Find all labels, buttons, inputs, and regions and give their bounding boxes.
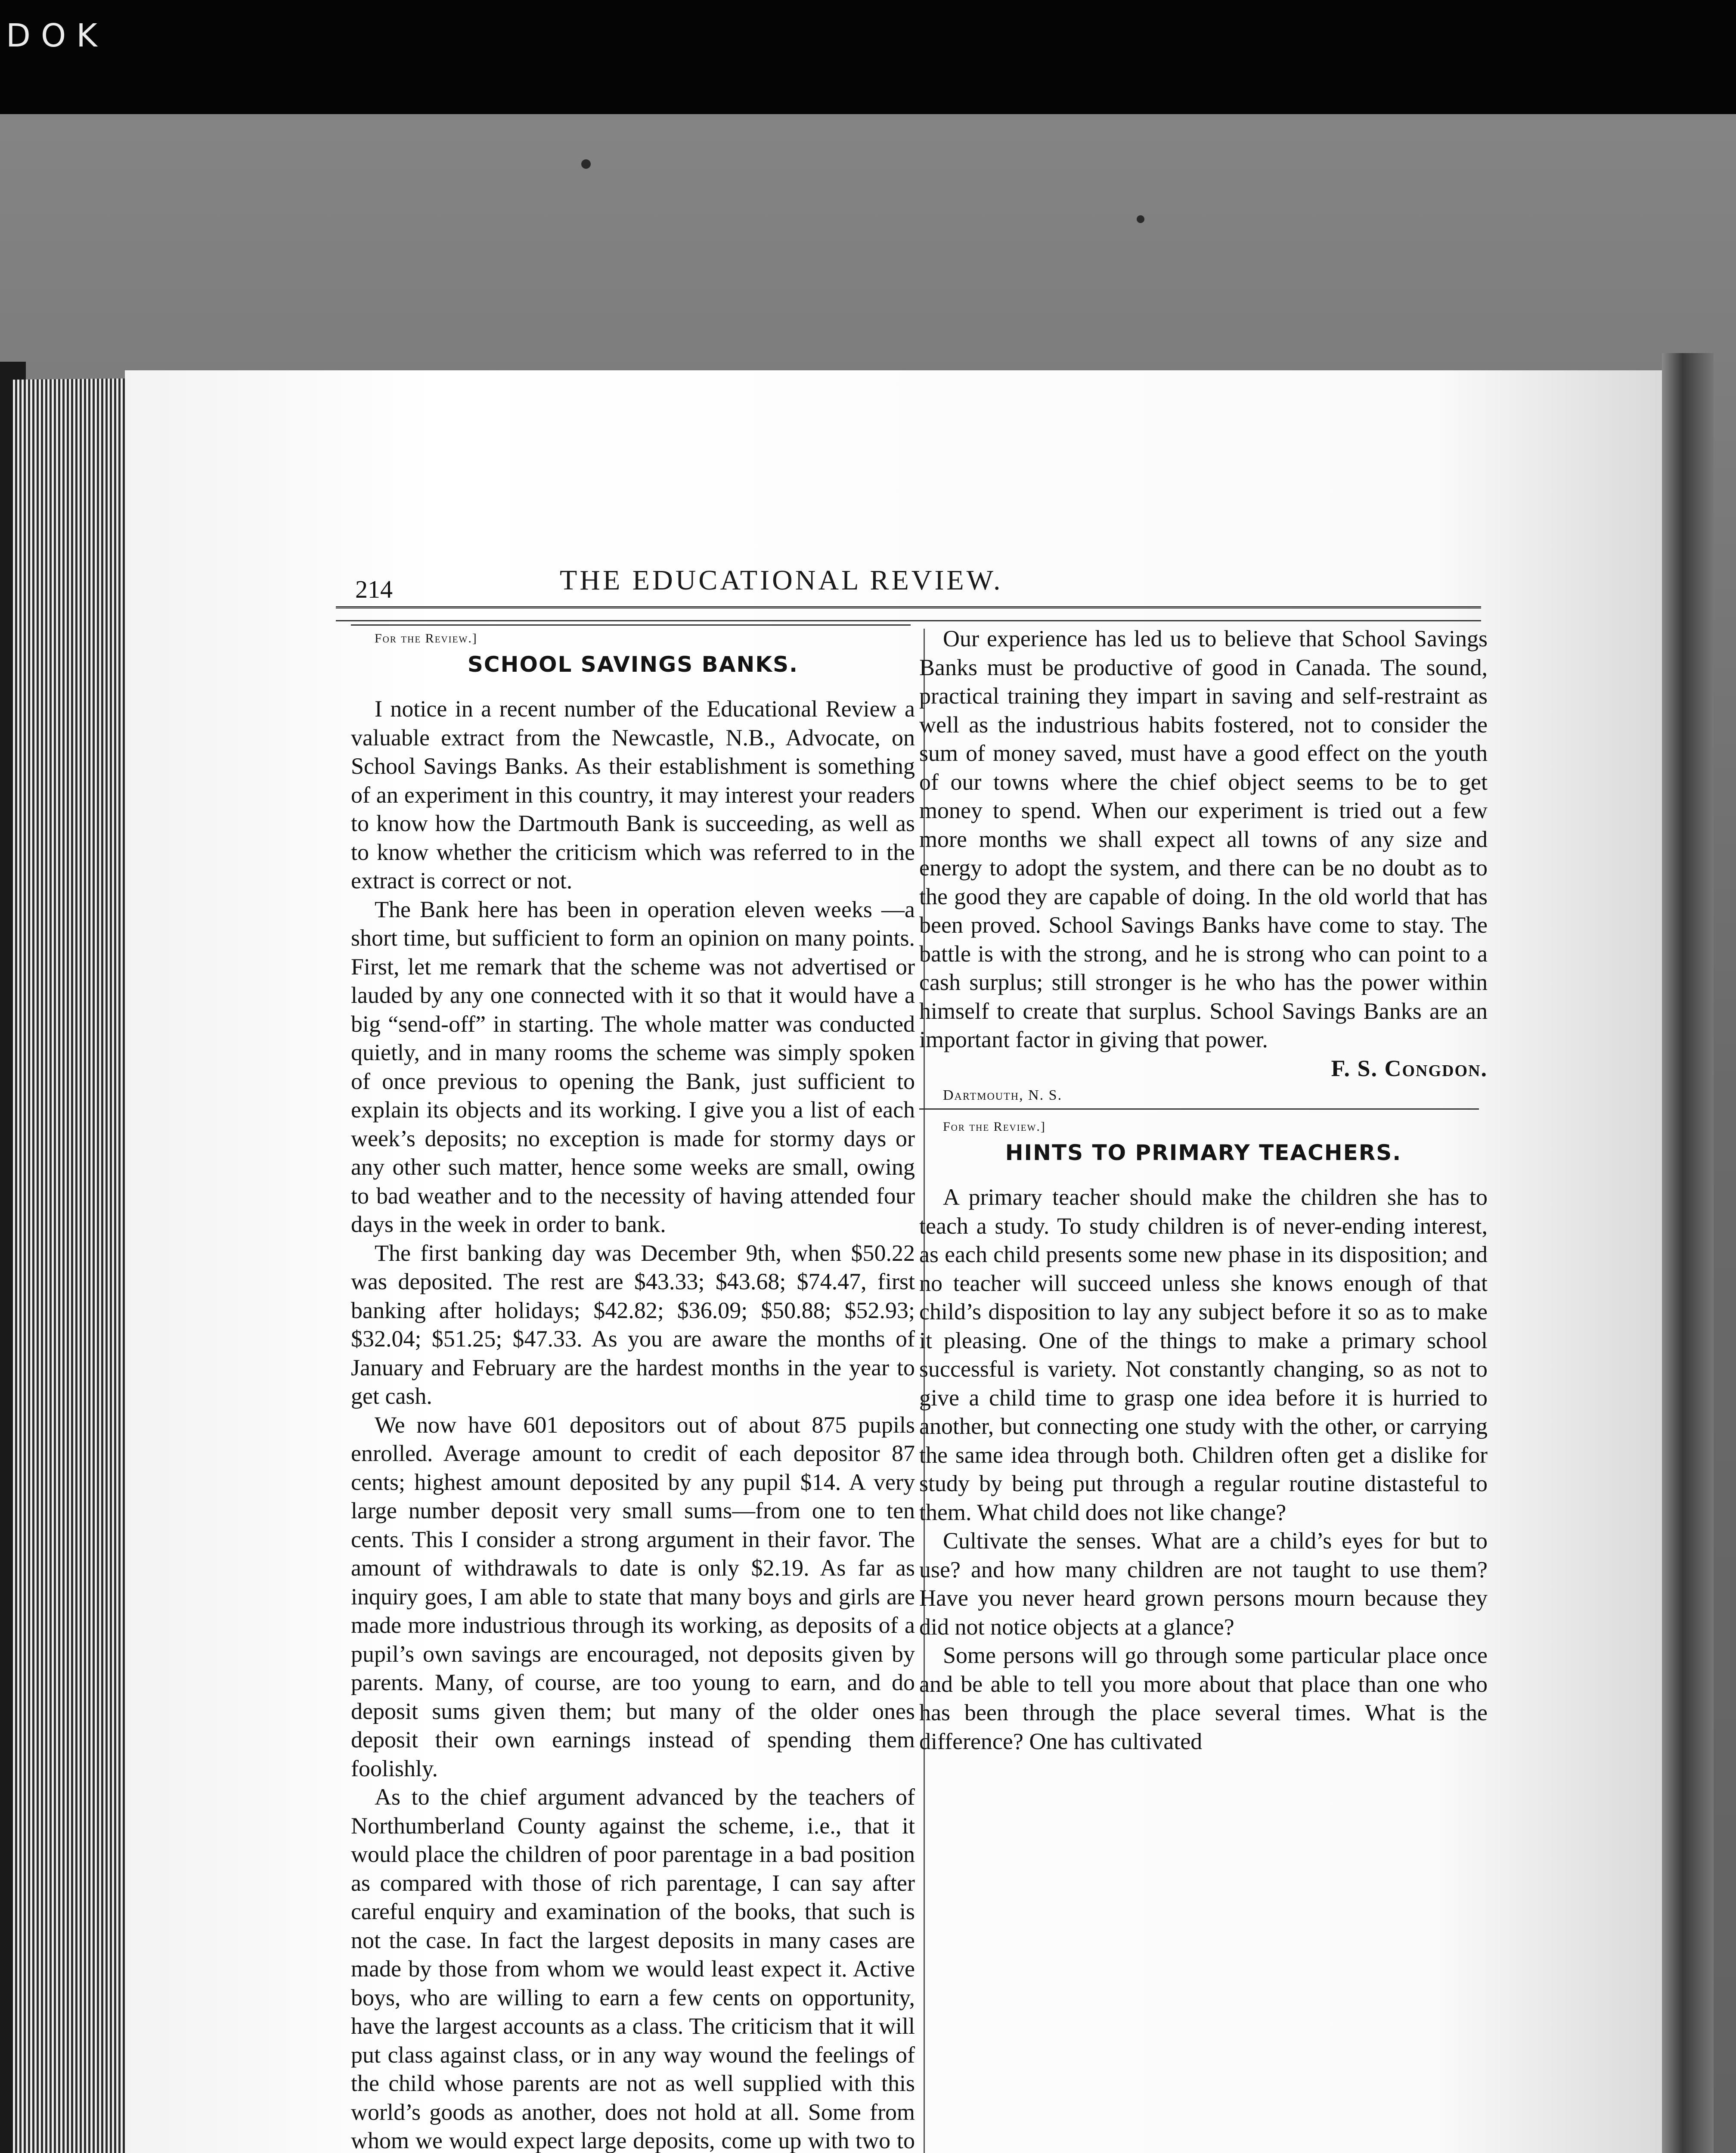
article-title: HINTS TO PRIMARY TEACHERS. (1005, 1140, 1402, 1165)
book-gutter (1662, 353, 1714, 2153)
page-edges (13, 378, 142, 2153)
column-left (351, 624, 915, 2153)
article-paragraph: Some persons will go through some particular place once and be able to tell you more about that place than one who has been through the place several times. What is the difference? One has cultivated (919, 1642, 1488, 1754)
article-paragraph: Cultivate the senses. What are a child’s eyes for but to use? and how many children are not taught to use them? Have you never heard grown persons mourn because they did not notice objects at a glance? (919, 1528, 1488, 1640)
article-paragraph: We now have 601 depositors out of about 875 pupils enrolled. Average amount to credit of each depositor 87 cents; highest amount deposited by any pupil $14. A very large number deposit very small sums—from one to ten cents. This I consider a strong argument in their favor. The amount of withdrawals to date is only $2.19. As far as inquiry goes, I am able to state that many boys and girls are made more industrious through its working, as deposits of a pupil’s own savings are encouraged, not deposits given by parents. Many, of course, are too young to earn, and do deposit sums given them; but many of the older ones deposit their own earnings instead of spending them foolishly. (351, 1412, 915, 1781)
article-paragraph: Our experience has led us to believe that School Savings Banks must be productive of good in Canada. The sound, practical training they impart in saving and self-restraint as well as the industrious habits fostered, not to consider the sum of money saved, must have a good effect on the youth of our towns where the chief object seems to be to get money to spend. When our experiment is tried out a few more months we shall expect all towns of any size and energy to adopt the system, and there can be no doubt as to the good they are capable of doing. In the old world that has been proved. School Savings Banks have come to stay. The battle is with the strong, and he is strong who can point to a cash surplus; still stronger is he who has the power within himself to create that surplus. School Savings Banks are an important factor in giving that power. (919, 626, 1488, 1052)
running-head: THE EDUCATIONAL REVIEW. (560, 565, 1003, 596)
author-signature: F. S. Congdon. (1331, 1055, 1488, 1081)
article-paragraph: The first banking day was December 9th, when $50.22 was deposited. The rest are $43.33; $43.68; $74.47, first banking after holidays; $42.82; $36.09; $50.88; $52.93; $32.04; $51.25; $47.33. As you are aware the months of January and February are the hardest months in the year to get cash. (351, 1240, 915, 1409)
column-right (919, 624, 1488, 1756)
article-paragraph: A primary teacher should make the children she has to teach a study. To study children is of never-ending interest, as each child presents some new phase in its disposition; and no teacher will succeed unless she knows enough of that child’s disposition to lay any subject before it so as to make it pleasing. One of the things to make a primary school successful is variety. Not constantly changing, so as not to give a child time to grasp one idea before it is hurried to another, but connecting one study with the other, or carrying the same idea through both. Children often get a dislike for study by being put through a regular routine distasteful to them. What child does not like change? (919, 1184, 1488, 1525)
article-dateline: Dartmouth, N. S. (943, 1087, 1063, 1103)
article-source-note: For the Review.] (375, 631, 477, 645)
scan-speck (1137, 215, 1144, 223)
article-title: SCHOOL SAVINGS BANKS. (467, 652, 799, 677)
article-paragraph: As to the chief argument advanced by the teachers of Northumberland County against the scheme, i.e., that it would place the children of poor parentage in a bad position as compared with those of rich parentage, I can say after careful enquiry and examination of the books, that such is not the case. In fact the largest deposits in many cases are made by those from whom we would least expect it. Active boys, who are willing to earn a few cents on opportunity, have the largest accounts as a class. The criticism that it will put class against class, or in any way wound the feelings of the child whose parents are not as well supplied with this world’s goods as another, does not hold at all. Some from whom we would expect large deposits, come up with two to (351, 1784, 915, 2153)
article-paragraph: The Bank here has been in operation eleven weeks —a short time, but sufficient to form an opinion on many points. First, let me remark that the scheme was not advertised or lauded by any one connected with it so that it would have a big “send-off” in starting. The whole matter was conducted quietly, and in many rooms the scheme was simply spoken of once previous to opening the Bank, just sufficient to explain its objects and its working. I give you a list of each week’s deposits; no exception is made for stormy days or any other such matter, hence some weeks are small, owing to bad weather and to the necessity of having attended four days in the week in order to bank. (351, 896, 915, 1237)
scan-speck (581, 159, 591, 169)
film-border-top (0, 0, 1736, 114)
header-rule-thin (336, 620, 1481, 621)
article-paragraph: I notice in a recent number of the Educational Review a valuable extract from the Newcastle, N.B., Advocate, on School Savings Banks. As their establishment is something of an experiment in this country, it may interest your readers to know how the Dartmouth Bank is succeeding, as well as to know whether the criticism which was referred to in the extract is correct or not. (351, 696, 915, 893)
film-code-label: DOK (6, 17, 108, 54)
page-number: 214 (355, 575, 393, 603)
article-source-note: For the Review.] (943, 1120, 1046, 1134)
section-rule (919, 1108, 1479, 1110)
header-rule (336, 606, 1481, 608)
article-top-rule (351, 624, 911, 626)
